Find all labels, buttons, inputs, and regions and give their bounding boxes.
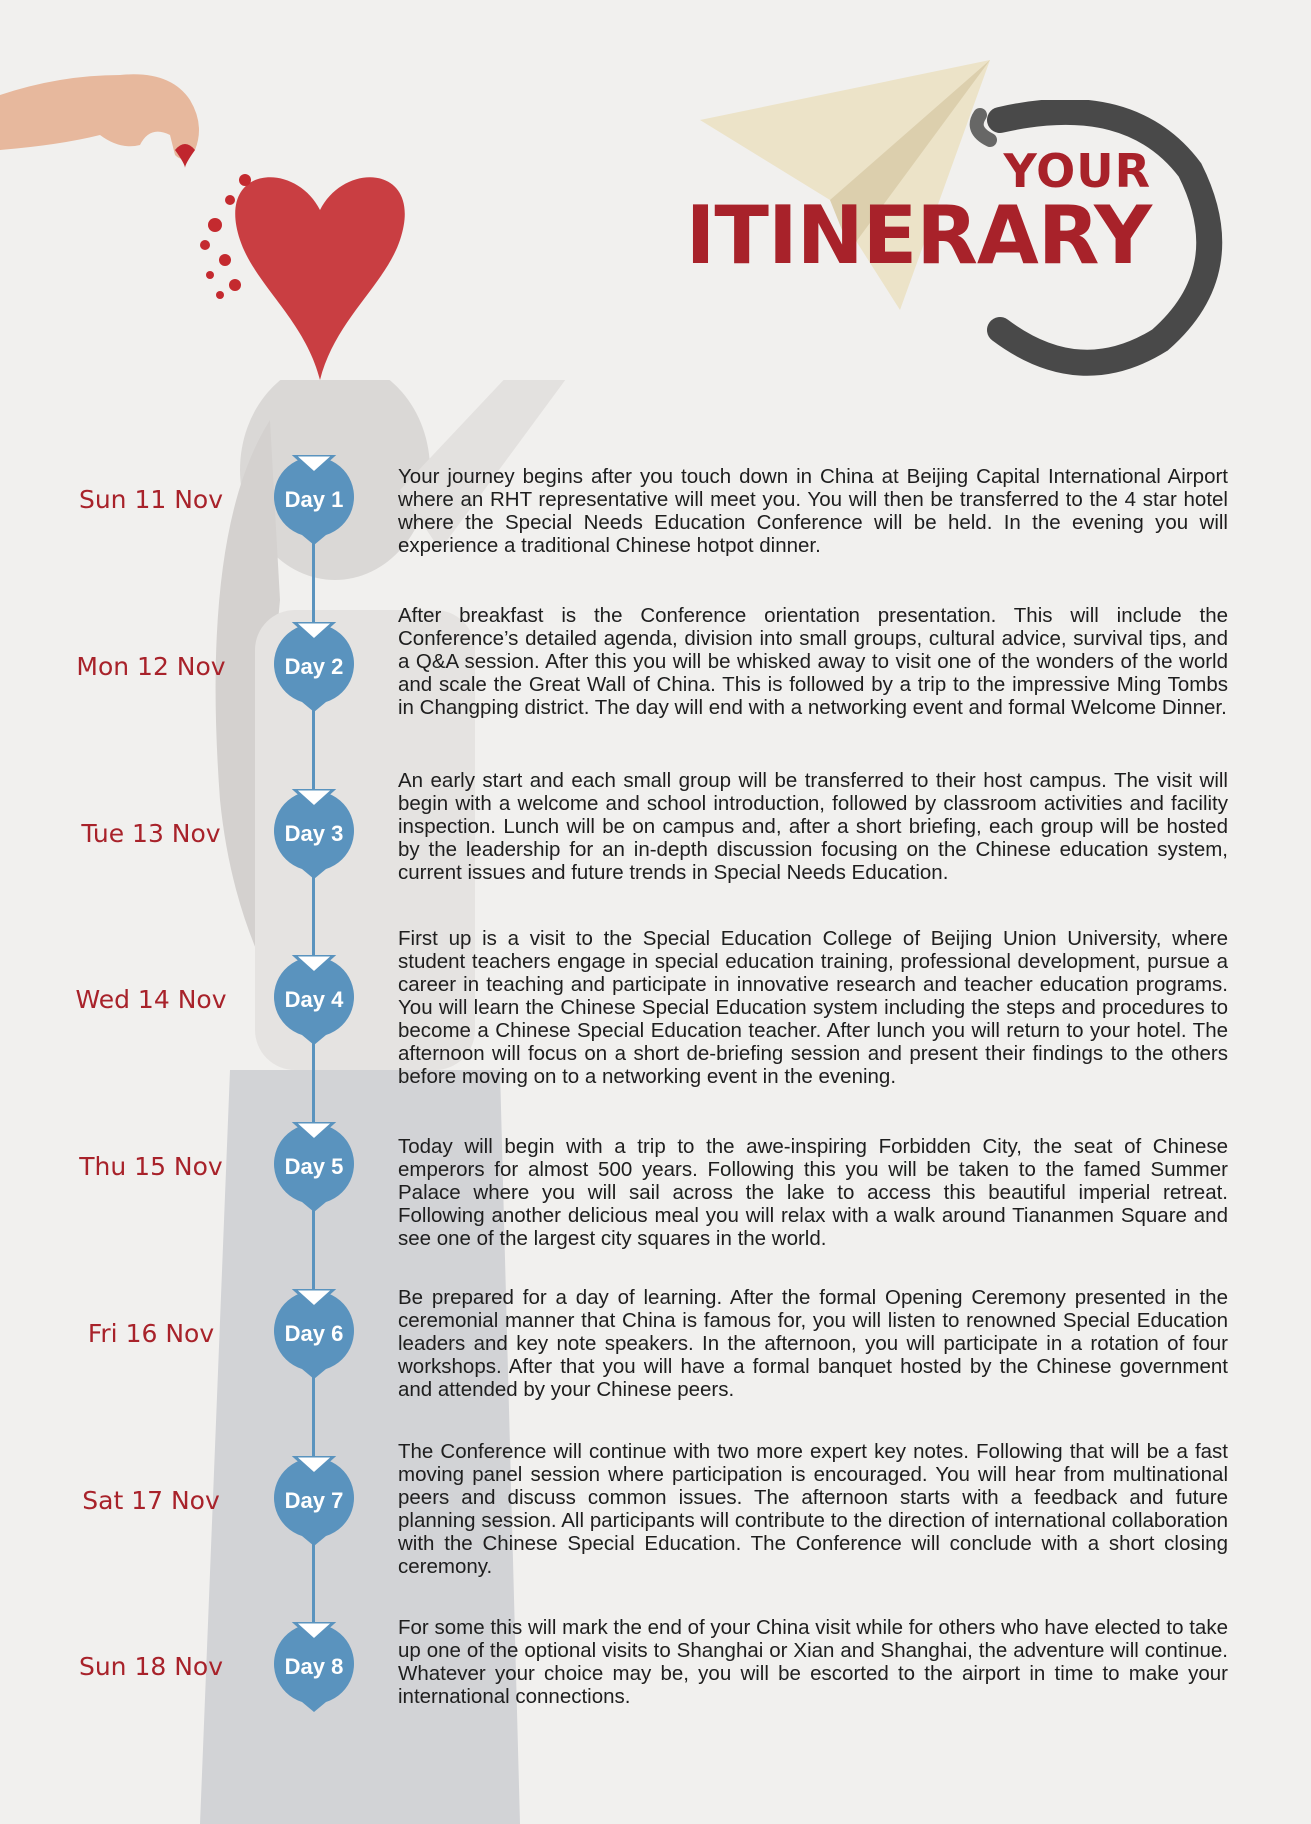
- day-label: Day 3: [284, 821, 344, 846]
- day-date: Wed 14 Nov: [75, 985, 227, 1014]
- title-small: YOUR: [1003, 144, 1151, 198]
- day-description: The Conference will continue with two more expert key notes. Following that will be a fast moving panel session where participation is encouraged. You will hear from multinational peers and discuss common issues. The afternoon starts with a feedback and future planning session. All participants will contribute to the direction of international collaboration with the Chinese Special Education. The Conference will conclude with a short closing ceremony.: [398, 1440, 1228, 1578]
- day-description: Be prepared for a day of learning. After the formal Opening Ceremony presented in the ceremonial manner that China is famous for, you will listen to renowned Special Education leaders and key note speakers. In the afternoon, you will participate in a rotation of four workshops. After that you will have a formal banquet hosted by the Chinese government and attended by your Chinese peers.: [398, 1286, 1228, 1401]
- day-label: Day 5: [284, 1154, 344, 1179]
- day-label: Day 7: [284, 1488, 344, 1513]
- day-description: Today will begin with a trip to the awe-inspiring Forbidden City, the seat of Chinese emperors for almost 500 years. Following this you will be taken to the famed Summer Palace where you will sail across the lake to access this beautiful imperial retreat. Following another delicious meal you will relax with a walk around Tiananmen Square and see one of the largest city squares in the world.: [398, 1135, 1228, 1250]
- day-date: Sun 11 Nov: [78, 485, 224, 514]
- day-label: Day 4: [284, 987, 344, 1012]
- day-label: Day 8: [284, 1654, 344, 1679]
- day-description: For some this will mark the end of your China visit while for others who have elected to take up one of the optional visits to Shanghai or Xian and Shanghai, the adventure will continue. Whatever your choice may be, you will be escorted to the airport in time to make your international connections.: [398, 1616, 1228, 1708]
- day-description: An early start and each small group will be transferred to their host campus. The visit will begin with a welcome and school introduction, followed by classroom activities and facility inspection. Lunch will be on campus and, after a short briefing, each group will be hosted by the leadership for an in-depth discussion focusing on the Chinese education system, current issues and future trends in Special Needs Education.: [398, 769, 1228, 884]
- day-label: Day 6: [284, 1321, 344, 1346]
- day-date: Sun 18 Nov: [78, 1652, 224, 1681]
- day-description: First up is a visit to the Special Education College of Beijing Union University, where student teachers engage in special education training, professional development, pursue a career in teaching and participate in innovative research and teacher education programs. You will learn the Chinese Special Education system including the steps and procedures to become a Chinese Special Education teacher. After lunch you will return to your hotel. The afternoon will focus on a short de-briefing session and present their findings to the others before moving on to a networking event in the evening.: [398, 927, 1228, 1088]
- page-title: ITINERARY: [685, 189, 1151, 282]
- day-date: Sat 17 Nov: [82, 1486, 220, 1515]
- day-label: Day 1: [284, 487, 344, 512]
- day-date: Fri 16 Nov: [87, 1319, 215, 1348]
- heart-of-hearts-icon: [195, 150, 445, 385]
- day-date: Tue 13 Nov: [81, 819, 221, 848]
- day-date: Thu 15 Nov: [79, 1152, 223, 1181]
- day-description: Your journey begins after you touch down in China at Beijing Capital International Airport where an RHT representative will meet you. You will then be transferred to the 4 star hotel where the Special Needs Education Conference will be held. In the evening you will experience a traditional Chinese hotpot dinner.: [398, 465, 1228, 557]
- background-figure: [160, 380, 580, 1824]
- day-label: Day 2: [284, 654, 344, 679]
- day-date: Mon 12 Nov: [76, 652, 226, 681]
- day-description: After breakfast is the Conference orientation presentation. This will include the Conference’s detailed agenda, division into small groups, cultural advice, survival tips, and a Q&A session. After this you will be whisked away to visit one of the wonders of the world and scale the Great Wall of China. This is followed by a trip to the impressive Ming Tombs in Changping district. The day will end with a networking event and formal Welcome Dinner.: [398, 604, 1228, 719]
